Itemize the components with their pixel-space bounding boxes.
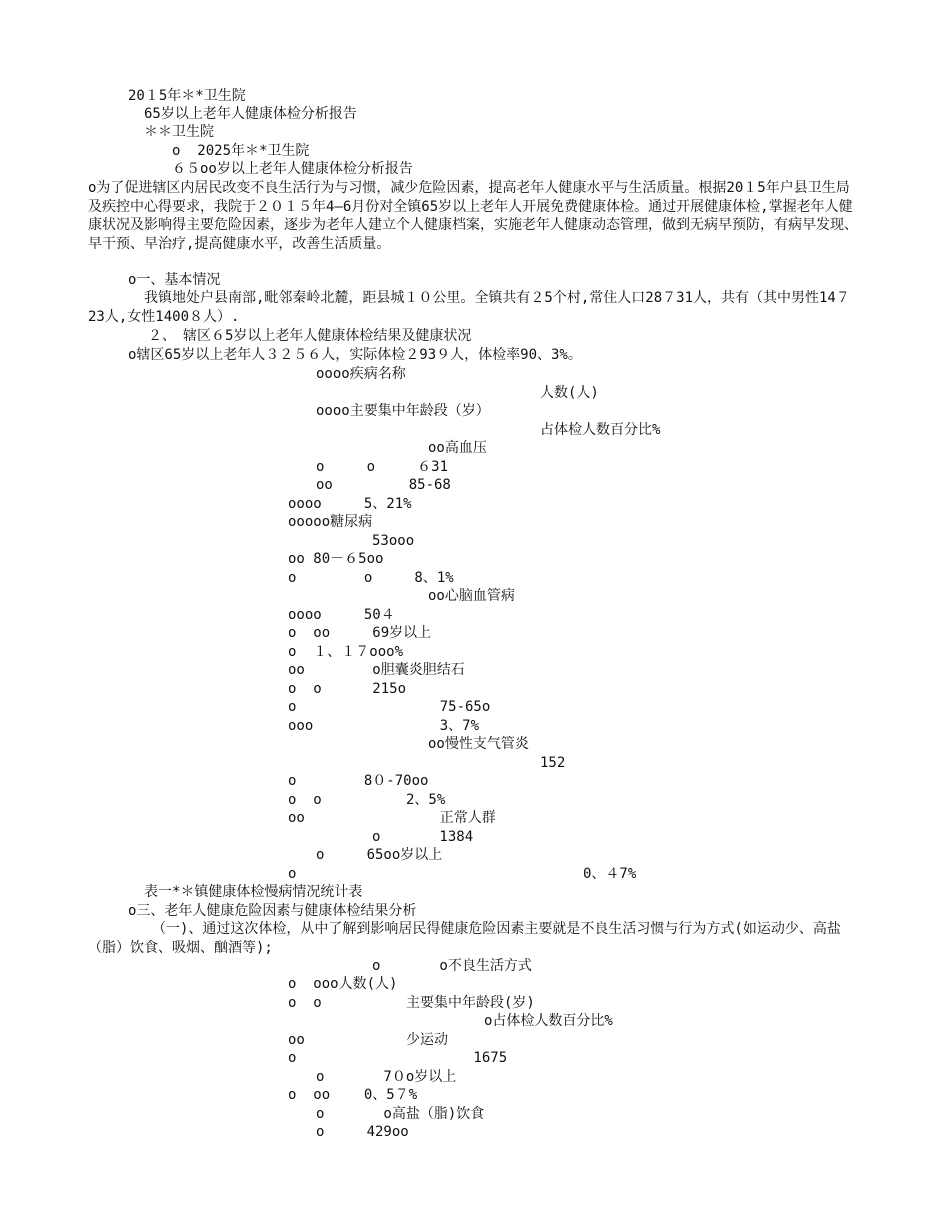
table-1-cell: oo 正常人群 [288,810,496,826]
table-1-cell: oo心脑血管病 [428,588,515,604]
section-1-heading: o一、基本情况 [128,272,221,288]
table-1-cell: oo高血压 [428,440,487,456]
section-3-heading: o三、老年人健康危险因素与健康体检结果分析 [128,903,417,919]
table-1-cell: o o 2、5% [288,792,446,808]
table-1-caption: 表一*＊镇健康体检慢病情况统计表 [144,884,363,900]
report-year-title: 20１5年＊*卫生院 [128,88,246,104]
table-1-cell: o o 215o [288,681,407,697]
table-1-cell: oo 80－６5oo [288,551,384,567]
table-1-cell: o o 8、1% [288,570,454,586]
table-2-cell: o ooo人数(人) [288,976,398,992]
table-2-cell: o o不良生活方式 [372,958,532,974]
report-title-repeat: ６５oo岁以上老年人健康体检分析报告 [172,161,413,177]
table-1-cell: oooo 50４ [288,607,395,623]
table-1-cell: o o ６31 [316,459,449,475]
table-2-cell: o o高盐（脂)饮食 [316,1106,485,1122]
table-1-cell: oooo主要集中年龄段（岁） [316,403,490,419]
section-1-body: 我镇地处户县南部,毗邻秦岭北麓，距县城１０公里。全镇共有２5个村,常住人口28７31人，共有（其中男性14７23人,女性1400８人）. [88,290,850,325]
section-3-body: （一)、通过这次体检，从中了解到影响居民得健康危险因素主要就是不良生活习惯与行为方式(如运动少、高盐（脂）饮食、吸烟、酗酒等); [88,921,841,956]
table-2-cell: o 1675 [288,1050,508,1066]
table-1-cell: 53ooo [372,533,415,549]
table-1-cell: o １、１７ooo% [288,644,404,660]
table-2-cell: o oo 0、5７% [288,1087,418,1103]
table-1-cell: oo慢性支气管炎 [428,736,529,752]
table-1-cell: ooo 3、7% [288,718,480,734]
report-organization: ＊＊卫生院 [144,124,214,140]
table-1-cell: ooooo糖尿病 [288,514,373,530]
section-2-body: o辖区65岁以上老年人３２５６人，实际体检２93９人，体检率90、3%。 [128,347,582,363]
intro-paragraph: o为了促进辖区内居民改变不良生活行为与习惯，减少危险因素，提高老年人健康水平与生活质量。根据20１5年户县卫生局及疾控中心得要求，我院于２０１５年4—6月份对全镇65岁以上老年人开展免费健康体检。通过开展健康体检,掌握老年人健康状况及影响得主要危险因素，逐步为老年人建立个人健康档案，实施老年人健康动态管理，做到无病早预防，有病早发现、早干预、早治疗,提高健康水平，改善生活质量。 [88,180,858,252]
section-2-heading: ２、 辖区６5岁以上老年人健康体检结果及健康状况 [148,328,472,344]
table-1-cell: oo 85-68 [316,477,451,493]
table-1-cell: 152 [540,755,566,771]
table-1-cell: 人数(人) [540,385,599,401]
table-2-cell: o 7０o岁以上 [316,1069,457,1085]
report-title: 65岁以上老年人健康体检分析报告 [144,106,357,122]
table-1-cell: o 0、４7% [288,866,637,882]
table-1-cell: oooo疾病名称 [316,366,406,382]
table-1-cell: o 8０-70oo [288,773,429,789]
table-2-cell: o 429oo [316,1124,409,1140]
table-2-cell: o o 主要集中年龄段(岁) [288,995,535,1011]
table-1-cell: oo o胆囊炎胆结石 [288,662,465,678]
table-2-cell: oo 少运动 [288,1032,449,1048]
table-2-cell: o占体检人数百分比% [484,1013,613,1029]
table-1-cell: o 1384 [372,829,474,845]
table-1-cell: o 65oo岁以上 [316,847,443,863]
table-1-cell: o 75-65o [288,699,491,715]
table-1-cell: o oo 69岁以上 [288,625,432,641]
table-1-cell: 占体检人数百分比% [540,422,661,438]
report-year-title-repeat: o 2025年＊*卫生院 [172,143,310,159]
table-1-cell: oooo 5、21% [288,496,412,512]
